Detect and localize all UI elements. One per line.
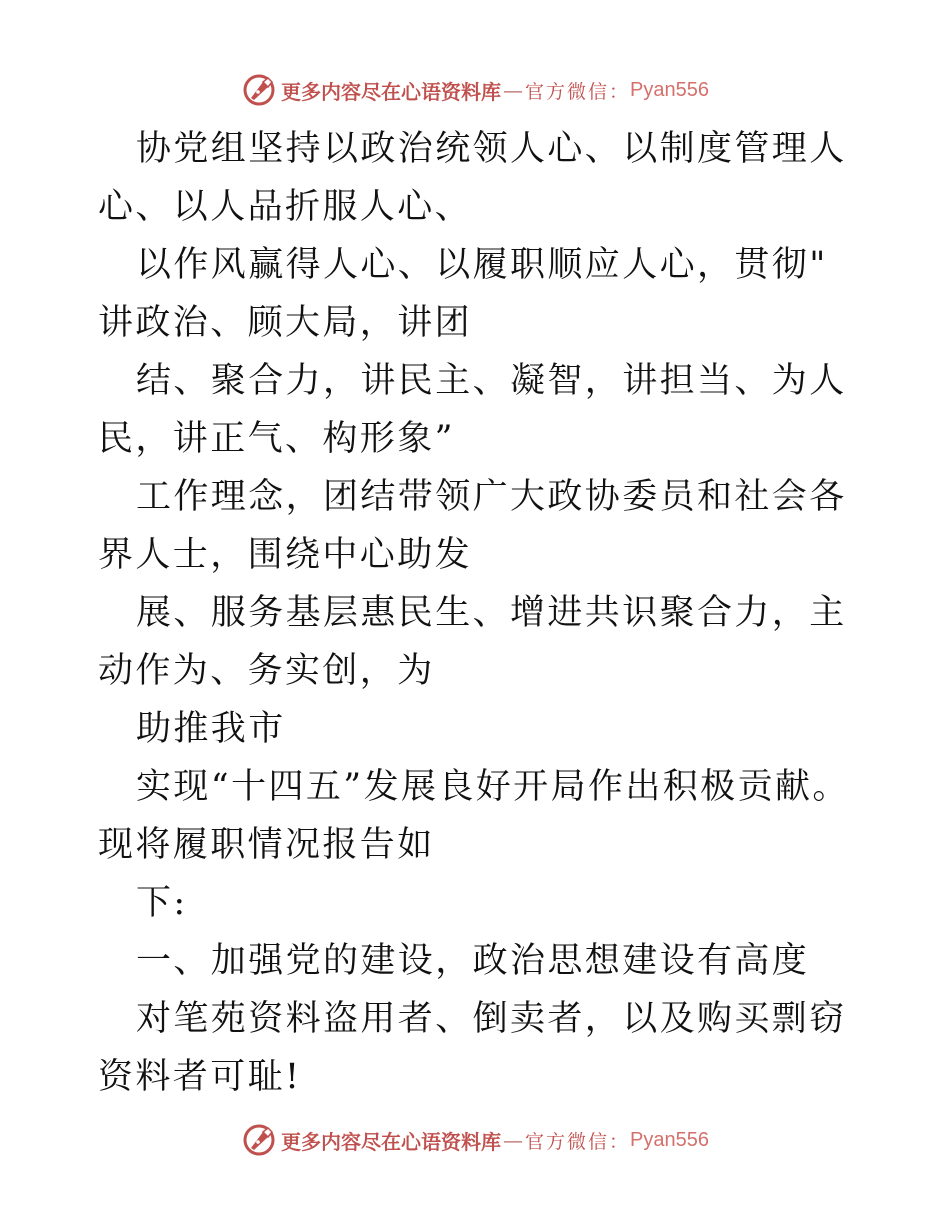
wechat-label: 官方微信： bbox=[525, 1130, 631, 1153]
header-banner bbox=[0, 70, 950, 110]
paragraph: 对笔苑资料盗用者、倒卖者，以及购买剽窃资料者可耻! bbox=[98, 999, 847, 1097]
paragraph: 下: bbox=[136, 883, 188, 923]
document-body bbox=[98, 120, 858, 1106]
paragraph: 实现“十四五”发展良好开局作出积极贡献。现将履职情况报告如 bbox=[98, 767, 850, 865]
wechat-account: Pyan556 bbox=[630, 1128, 709, 1151]
paragraph: 展、服务基层惠民生、增进共识聚合力，主动作为、务实创，为 bbox=[98, 593, 847, 691]
site-name: 更多内容尽在心语资料库 bbox=[281, 79, 501, 104]
wechat-label: 官方微信： bbox=[525, 80, 631, 103]
separator: — bbox=[503, 78, 523, 102]
section-heading: 一、加强党的建设，政治思想建设有高度 bbox=[136, 941, 810, 981]
paragraph: 以作风赢得人心、以履职顺应人心，贯彻" 讲政治、顾大局，讲团 bbox=[98, 245, 828, 343]
paragraph: 助推我市 bbox=[136, 709, 286, 749]
paragraph: 工作理念，团结带领广大政协委员和社会各界人士，围绕中心助发 bbox=[98, 477, 847, 575]
paragraph: 结、聚合力，讲民主、凝智，讲担当、为人民，讲正气、构形象” bbox=[98, 361, 847, 459]
site-name: 更多内容尽在心语资料库 bbox=[281, 1129, 501, 1154]
paragraph: 协党组坚持以政治统领人心、以制度管理人心、以人品折服人心、 bbox=[98, 129, 847, 227]
wechat-account: Pyan556 bbox=[630, 78, 709, 101]
separator: — bbox=[503, 1128, 523, 1152]
footer-banner bbox=[0, 1120, 950, 1160]
pen-nib-circle-icon bbox=[241, 1122, 277, 1158]
pen-nib-circle-icon bbox=[241, 72, 277, 108]
